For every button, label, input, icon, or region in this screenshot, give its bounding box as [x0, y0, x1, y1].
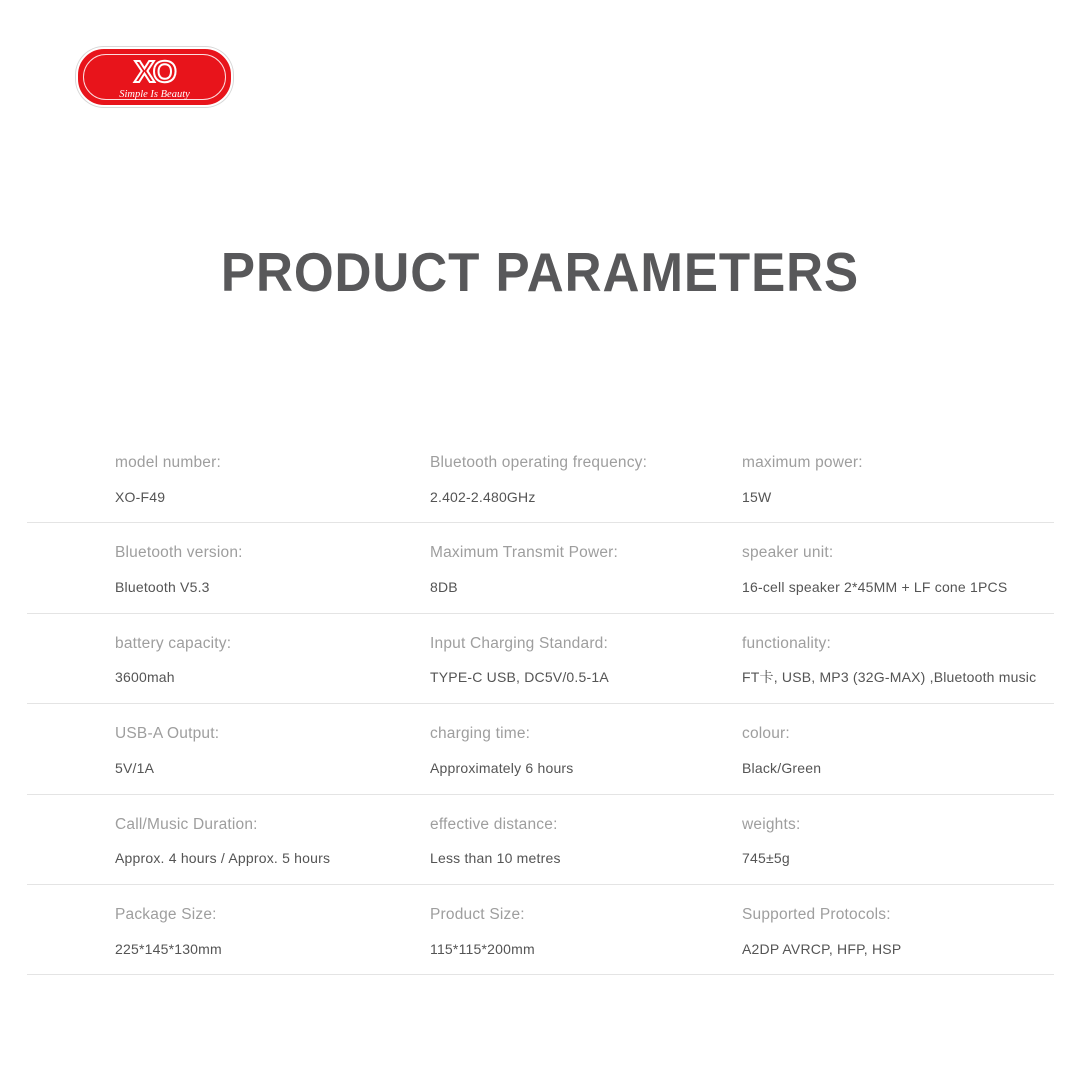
spec-cell [27, 635, 342, 686]
spec-label: model number: [115, 454, 221, 471]
spec-cell [342, 725, 654, 776]
spec-value: 16-cell speaker 2*45MM + LF cone 1PCS [742, 578, 1008, 595]
spec-cell [342, 454, 654, 505]
spec-label: Maximum Transmit Power: [430, 544, 619, 562]
spec-cell [654, 454, 1054, 505]
table-row [27, 795, 1054, 885]
spec-label: weights: [742, 815, 801, 833]
spec-value: 3600mah [115, 669, 175, 686]
spec-cell [654, 906, 1054, 957]
spec-value: TYPE-C USB, DC5V/0.5-1A [430, 669, 609, 686]
spec-cell [27, 906, 342, 957]
spec-label: USB-A Output: [115, 725, 220, 743]
spec-value: 115*115*200mm [430, 940, 535, 957]
spec-label: Bluetooth version: [115, 544, 243, 562]
spec-cell [654, 635, 1054, 686]
spec-value: Less than 10 metres [430, 850, 561, 867]
spec-cell [342, 635, 654, 686]
spec-label: battery capacity: [115, 634, 232, 652]
spec-label: charging time: [430, 725, 531, 743]
spec-value: FT卡, USB, MP3 (32G-MAX) ,Bluetooth music [742, 669, 1037, 686]
logo-badge [76, 47, 233, 107]
spec-table [27, 433, 1054, 975]
spec-cell [654, 725, 1054, 776]
table-row [27, 614, 1054, 704]
spec-cell [342, 906, 654, 957]
spec-value: 8DB [430, 578, 458, 595]
spec-label: Product Size: [430, 905, 525, 923]
spec-cell [27, 725, 342, 776]
table-row [27, 433, 1054, 523]
spec-value: 2.402-2.480GHz [430, 488, 536, 505]
spec-label: functionality: [742, 634, 831, 652]
spec-value: 745±5g [742, 850, 790, 867]
spec-label: speaker unit: [742, 544, 834, 562]
spec-value: 15W [742, 488, 772, 505]
spec-label: colour: [742, 725, 790, 743]
spec-value: Approximately 6 hours [430, 759, 574, 776]
spec-cell [654, 544, 1054, 595]
spec-label: Supported Protocols: [742, 905, 891, 923]
spec-value: 5V/1A [115, 759, 155, 776]
table-row [27, 885, 1054, 975]
spec-cell [342, 816, 654, 867]
spec-cell [342, 544, 654, 595]
spec-cell [27, 544, 342, 595]
table-row [27, 523, 1054, 613]
spec-value: Black/Green [742, 759, 822, 776]
spec-value: 225*145*130mm [115, 940, 222, 957]
spec-label: Package Size: [115, 905, 217, 923]
spec-label: Call/Music Duration: [115, 815, 258, 833]
spec-cell [27, 454, 342, 505]
spec-value: XO-F49 [115, 488, 166, 505]
logo-wordmark: XO [134, 53, 175, 89]
logo-tagline: Simple Is Beauty [119, 88, 190, 100]
spec-cell [654, 816, 1054, 867]
spec-value: Approx. 4 hours / Approx. 5 hours [115, 850, 331, 867]
spec-value: Bluetooth V5.3 [115, 578, 210, 595]
table-row [27, 704, 1054, 794]
spec-label: maximum power: [742, 454, 863, 471]
page-title: PRODUCT PARAMETERS [220, 241, 860, 303]
spec-label: Input Charging Standard: [430, 634, 609, 652]
spec-cell [27, 816, 342, 867]
spec-value: A2DP AVRCP, HFP, HSP [742, 940, 902, 957]
spec-label: effective distance: [430, 815, 558, 833]
brand-logo [76, 47, 229, 103]
spec-label: Bluetooth operating frequency: [430, 454, 648, 471]
